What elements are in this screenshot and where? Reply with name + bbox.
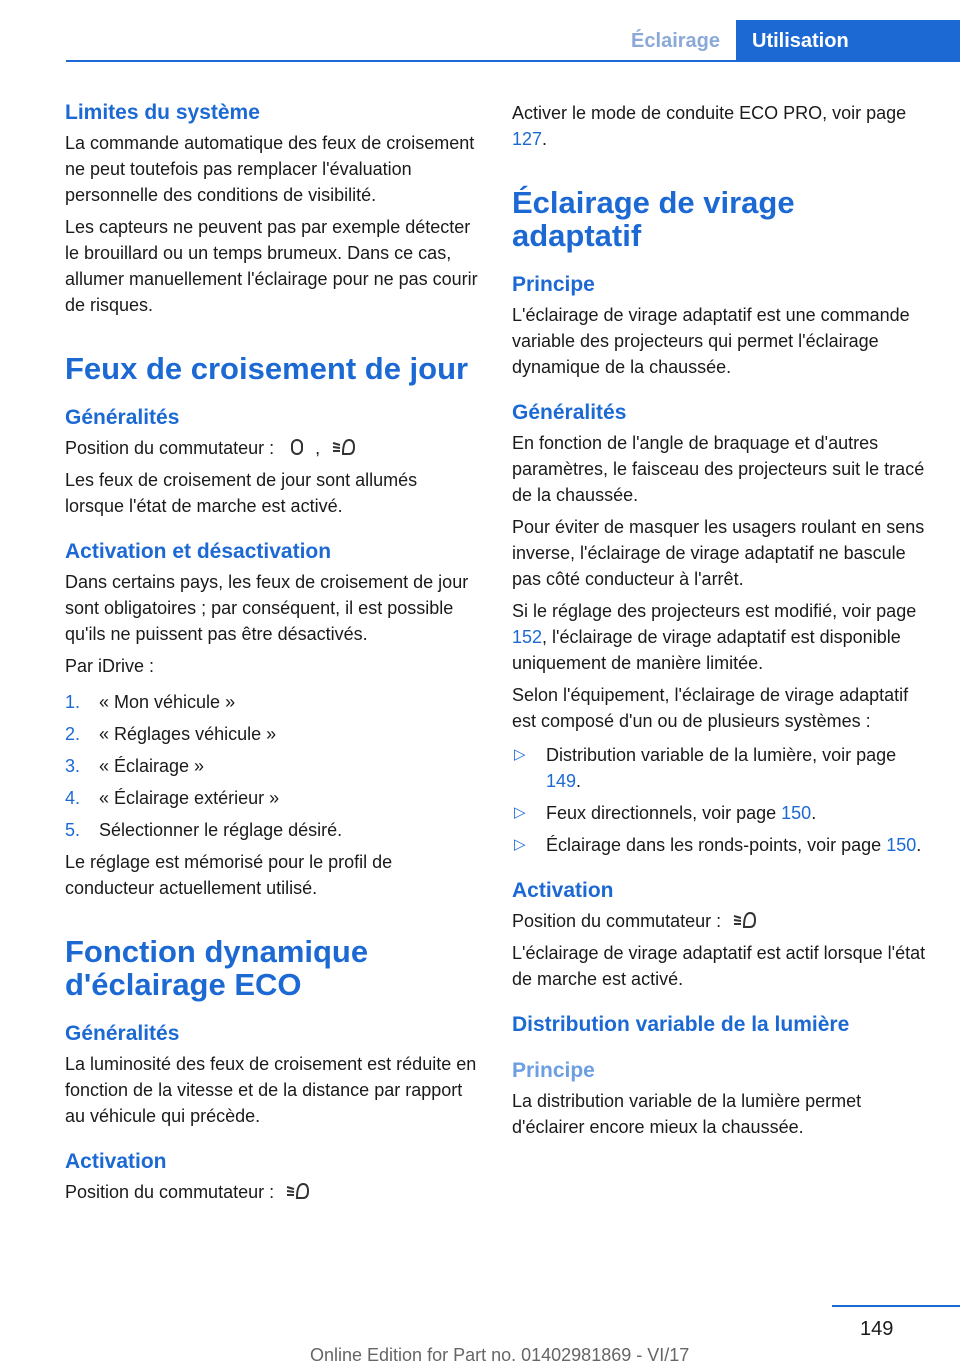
activation-heading: Activation et désactivation bbox=[65, 540, 332, 563]
eco-paragraph-1: La luminosité des feux de croisement est réduite en fonction de la vitesse et de la distance par rapport au véhicule qui précède. bbox=[65, 1054, 477, 1126]
adaptive-heading: Éclairage de virage adaptatif bbox=[512, 185, 795, 253]
activation-paragraph-1: Dans certains pays, les feux de croisement de jour sont obligatoires ; par conséquent, il est possible qu'ils ne puissent pas être désactivés. bbox=[65, 572, 469, 644]
header-tab-label: Utilisation bbox=[752, 29, 849, 52]
triangle-bullet-icon: ▷ bbox=[514, 836, 526, 853]
generalites-paragraph-1: En fonction de l'angle de braquage et d'autres paramètres, le faisceau des projecteurs suit le tracé de la chaussée. bbox=[512, 433, 925, 505]
adaptive-activation-heading: Activation bbox=[512, 879, 614, 902]
eco-pro-paragraph: Activer le mode de conduite ECO PRO, voir page 127. bbox=[512, 103, 907, 149]
adaptive-generalites-heading: Généralités bbox=[512, 401, 627, 424]
low-beam-icon bbox=[285, 1181, 309, 1201]
list-item: 2. « Réglages véhicule » bbox=[65, 724, 277, 744]
systems-list bbox=[512, 742, 932, 858]
low-beam-icon bbox=[331, 437, 355, 457]
auto-light-icon bbox=[285, 437, 309, 457]
principe-heading: Principe bbox=[512, 273, 595, 296]
distribution-principe-heading: Principe bbox=[512, 1059, 595, 1082]
list-item: ▷ Distribution variable de la lumière, voir page 149. bbox=[512, 742, 932, 794]
eco-activation-heading: Activation bbox=[65, 1150, 167, 1173]
header-tab bbox=[736, 20, 960, 62]
list-item: 3. « Éclairage » bbox=[65, 756, 205, 776]
triangle-bullet-icon: ▷ bbox=[514, 804, 526, 821]
feux-paragraph-1: Les feux de croisement de jour sont allumés lorsque l'état de marche est activé. bbox=[65, 470, 418, 516]
feux-generalites-heading: Généralités bbox=[65, 406, 180, 429]
feux-heading: Feux de croisement de jour bbox=[65, 351, 469, 386]
right-column bbox=[512, 100, 932, 1146]
adaptive-activation-paragraph: L'éclairage de virage adaptatif est actif lorsque l'état de marche est activé. bbox=[512, 943, 926, 989]
page-link-152[interactable]: 152 bbox=[512, 627, 543, 647]
list-item: 1. « Mon véhicule » bbox=[65, 692, 236, 712]
low-beam-icon bbox=[732, 910, 756, 930]
list-item: 5. Sélectionner le réglage désiré. bbox=[65, 820, 343, 840]
header-section: Éclairage bbox=[631, 30, 720, 52]
page-link[interactable]: 150 bbox=[886, 835, 917, 855]
footer-rule bbox=[832, 1305, 960, 1307]
limites-paragraph-2: Les capteurs ne peuvent pas par exemple détecter le brouillard ou un temps brumeux. Dans ce cas, allumer manuellement l'éclairage pour ne pas courir de risques. bbox=[65, 217, 478, 315]
list-item: ▷ Feux directionnels, voir page 150. bbox=[512, 800, 932, 826]
limites-paragraph-1: La commande automatique des feux de croisement ne peut toutefois pas remplacer l'évaluation personnelle des conditions de visibilité. bbox=[65, 133, 475, 205]
idrive-label: Par iDrive : bbox=[65, 656, 155, 676]
page-number: 149 bbox=[860, 1318, 894, 1340]
list-item: ▷ Éclairage dans les ronds-points, voir page 150. bbox=[512, 832, 932, 858]
position-label: Position du commutateur : bbox=[65, 438, 275, 458]
edition-footer: Online Edition for Part no. 01402981869 - VI/17 bbox=[310, 1345, 690, 1365]
memo-paragraph: Le réglage est mémorisé pour le profil de conducteur actuellement utilisé. bbox=[65, 852, 393, 898]
limites-heading: Limites du système bbox=[65, 101, 260, 124]
list-item: 4. « Éclairage extérieur » bbox=[65, 788, 280, 808]
feux-position-line bbox=[65, 435, 480, 461]
triangle-bullet-icon: ▷ bbox=[514, 746, 526, 763]
comma: , bbox=[315, 438, 321, 458]
distribution-heading: Distribution variable de la lumière bbox=[512, 1013, 850, 1036]
principe-paragraph: L'éclairage de virage adaptatif est une commande variable des projecteurs qui permet l'éclairage dynamique de la chaussée. bbox=[512, 305, 910, 377]
page-link[interactable]: 149 bbox=[546, 771, 577, 791]
page-link[interactable]: 150 bbox=[781, 803, 812, 823]
eco-generalites-heading: Généralités bbox=[65, 1022, 180, 1045]
adaptive-position-line: Position du commutateur : bbox=[512, 908, 932, 934]
generalites-paragraph-4: Selon l'équipement, l'éclairage de virage adaptatif est composé d'un ou de plusieurs systèmes : bbox=[512, 685, 909, 731]
distribution-paragraph: La distribution variable de la lumière permet d'éclairer encore mieux la chaussée. bbox=[512, 1091, 862, 1137]
eco-position-line: Position du commutateur : bbox=[65, 1179, 480, 1205]
idrive-steps bbox=[65, 689, 480, 843]
page-link-127[interactable]: 127 bbox=[512, 129, 543, 149]
generalites-paragraph-3: Si le réglage des projecteurs est modifié, voir page 152, l'éclairage de virage adaptatif est disponible uniquement de manière limitée. bbox=[512, 601, 917, 673]
generalites-paragraph-2: Pour éviter de masquer les usagers roulant en sens inverse, l'éclairage de virage adaptatif ne bascule pas côté conducteur à l'arrêt. bbox=[512, 517, 925, 589]
eco-heading: Fonction dynamique d'éclairage ECO bbox=[65, 934, 369, 1002]
left-column bbox=[65, 100, 480, 1211]
